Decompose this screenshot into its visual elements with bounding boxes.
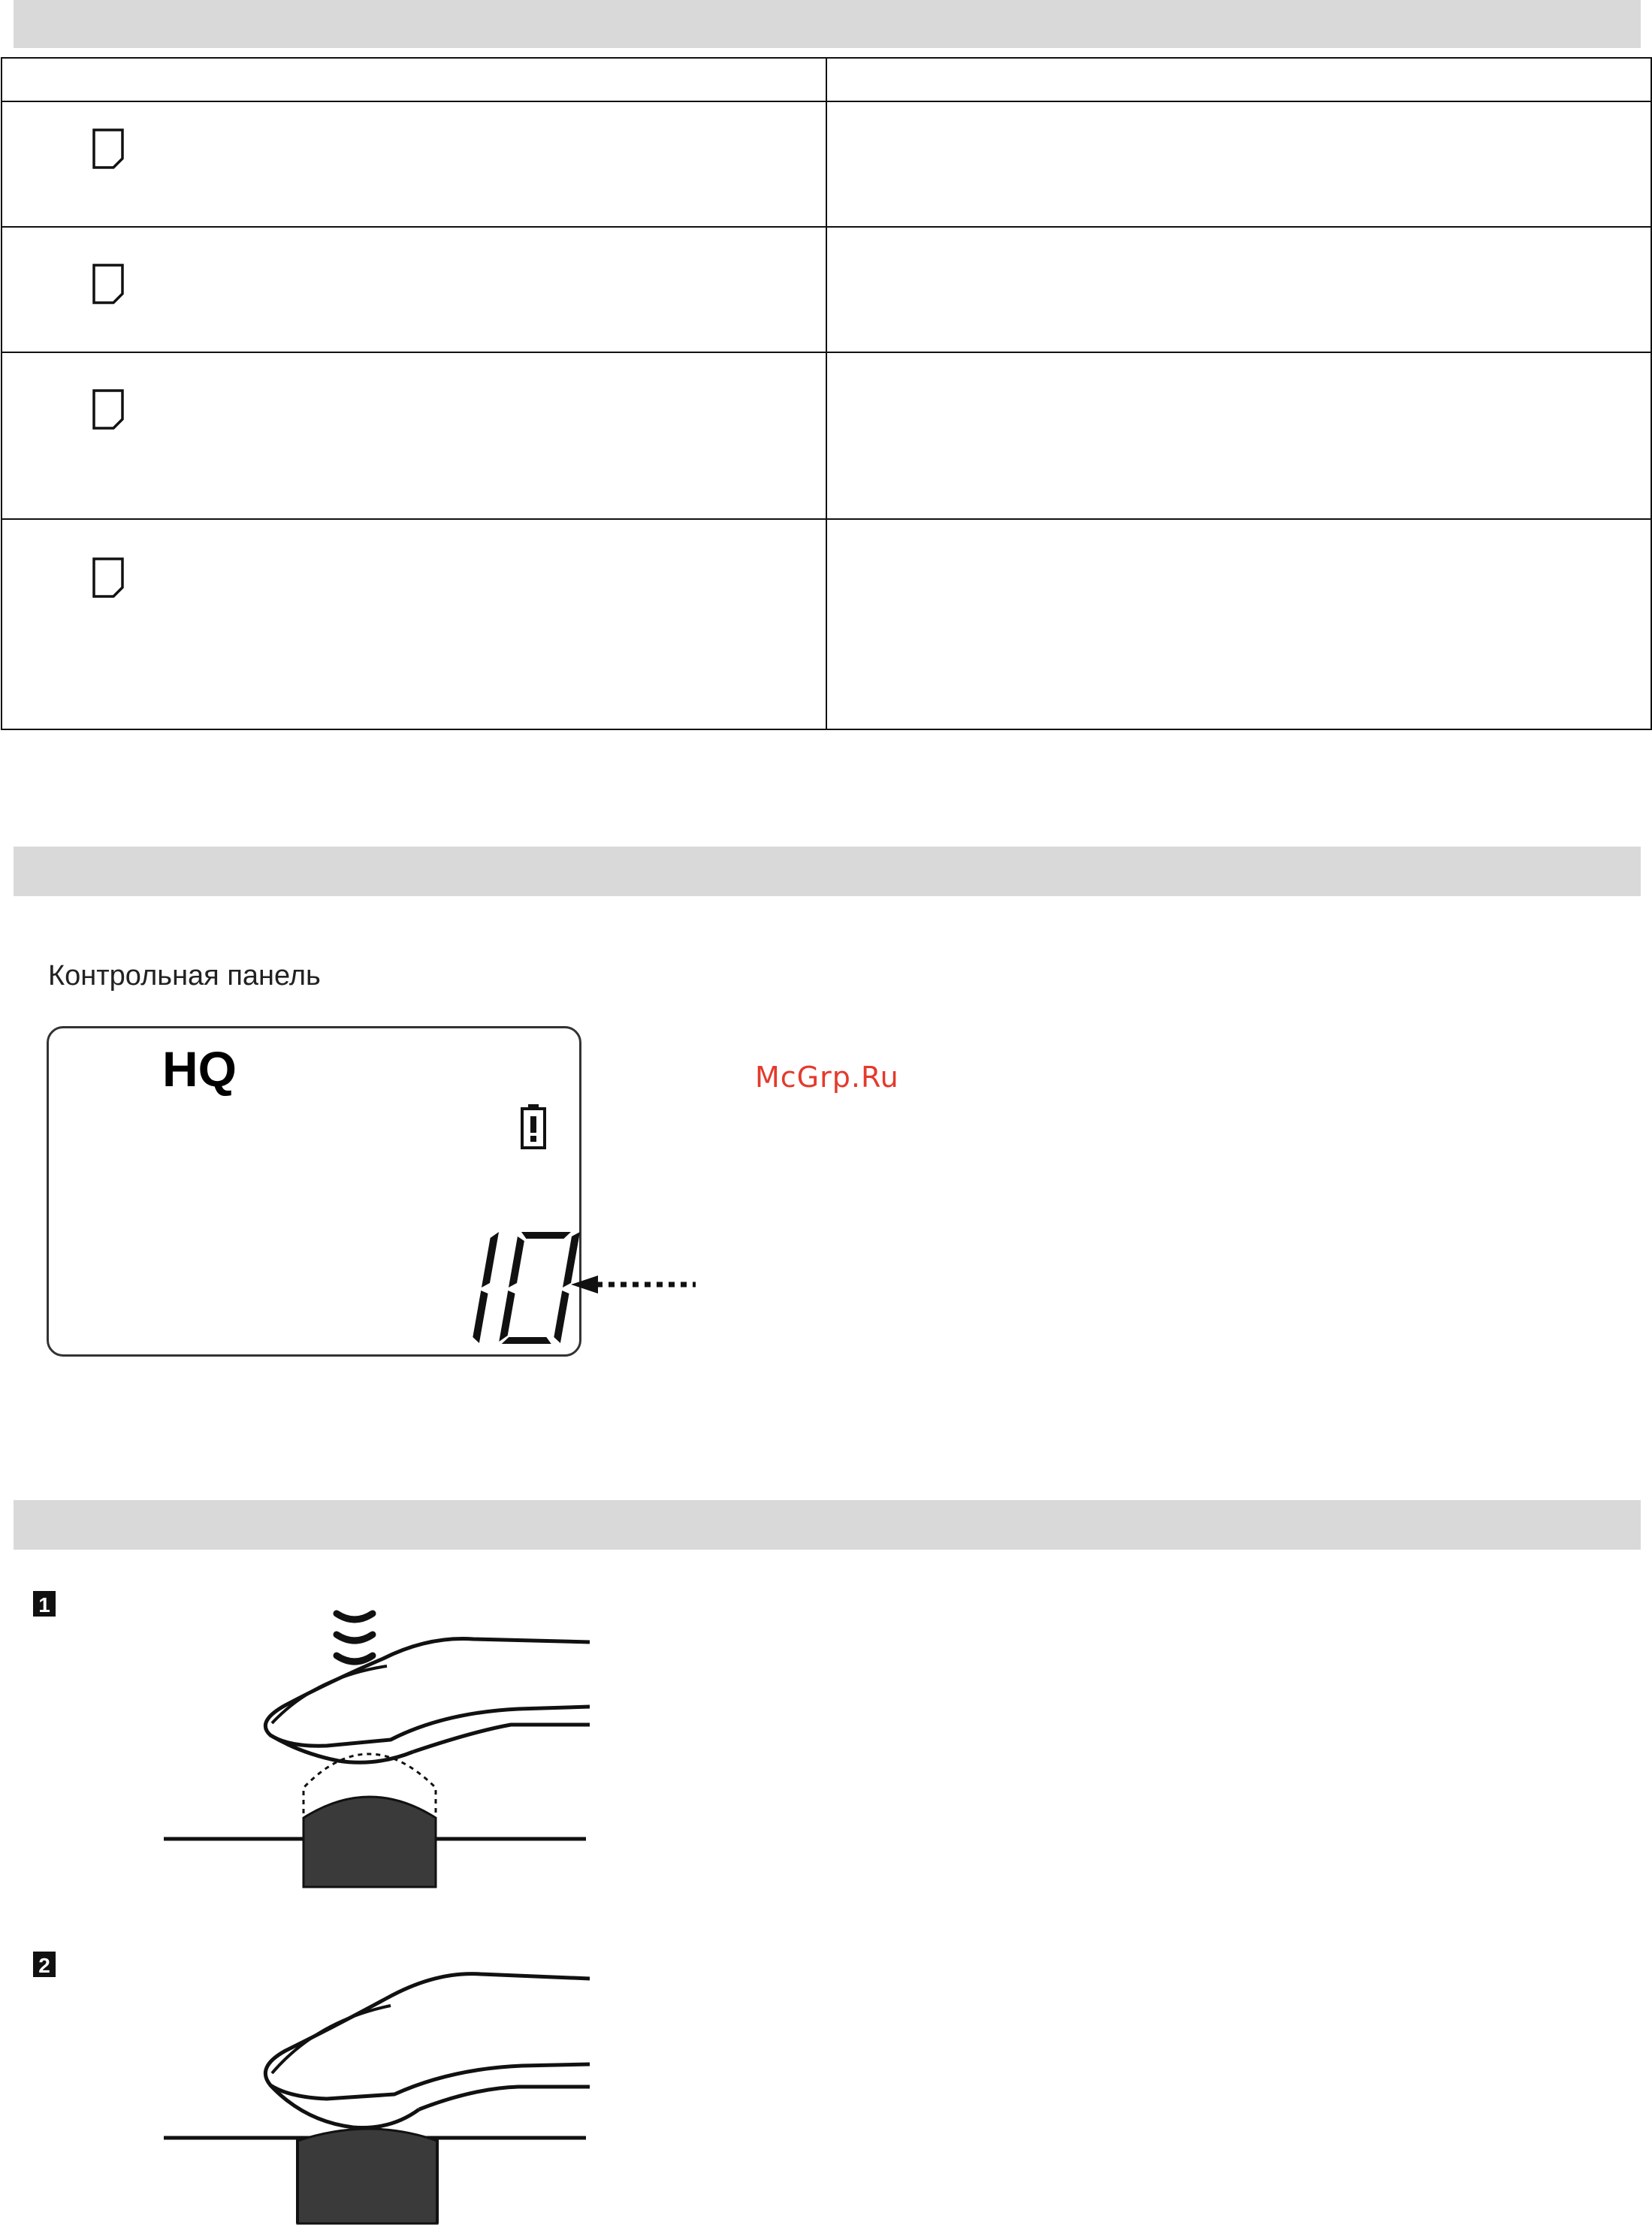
section-header-bar-1 — [14, 0, 1641, 48]
table-header-cell-left — [2, 58, 826, 101]
section-header-bar-3 — [14, 1500, 1641, 1550]
table-row — [2, 227, 1651, 352]
table-row — [2, 101, 1651, 227]
table-cell-right — [826, 227, 1651, 352]
table-header-row — [2, 58, 1651, 101]
table-cell-right — [826, 101, 1651, 227]
table-cell-left — [2, 227, 826, 352]
table-cell-left — [2, 352, 826, 519]
table-row — [2, 519, 1651, 729]
battery-icon — [518, 1103, 548, 1151]
step-badge-1: 1 — [33, 1591, 56, 1617]
step-badge-2: 2 — [33, 1952, 56, 1977]
table-cell-left — [2, 101, 826, 227]
document-icon — [91, 557, 125, 598]
finger-press-illustration-1 — [158, 1592, 609, 1893]
section-header-bar-2 — [14, 847, 1641, 896]
control-panel-label: Контрольная панель — [48, 960, 321, 992]
lcd-mode-text: HQ — [162, 1041, 237, 1097]
table-row — [2, 352, 1651, 519]
pointer-arrow — [566, 1269, 702, 1300]
table-cell-left — [2, 519, 826, 729]
document-icon — [91, 264, 125, 304]
table-cell-right — [826, 352, 1651, 519]
document-icon — [91, 389, 125, 430]
table-cell-right — [826, 519, 1651, 729]
info-table — [1, 57, 1652, 730]
finger-press-illustration-2 — [158, 1961, 609, 2231]
document-icon — [91, 128, 125, 169]
table-header-cell-right — [826, 58, 1651, 101]
watermark: McGrp.Ru — [755, 1061, 899, 1094]
